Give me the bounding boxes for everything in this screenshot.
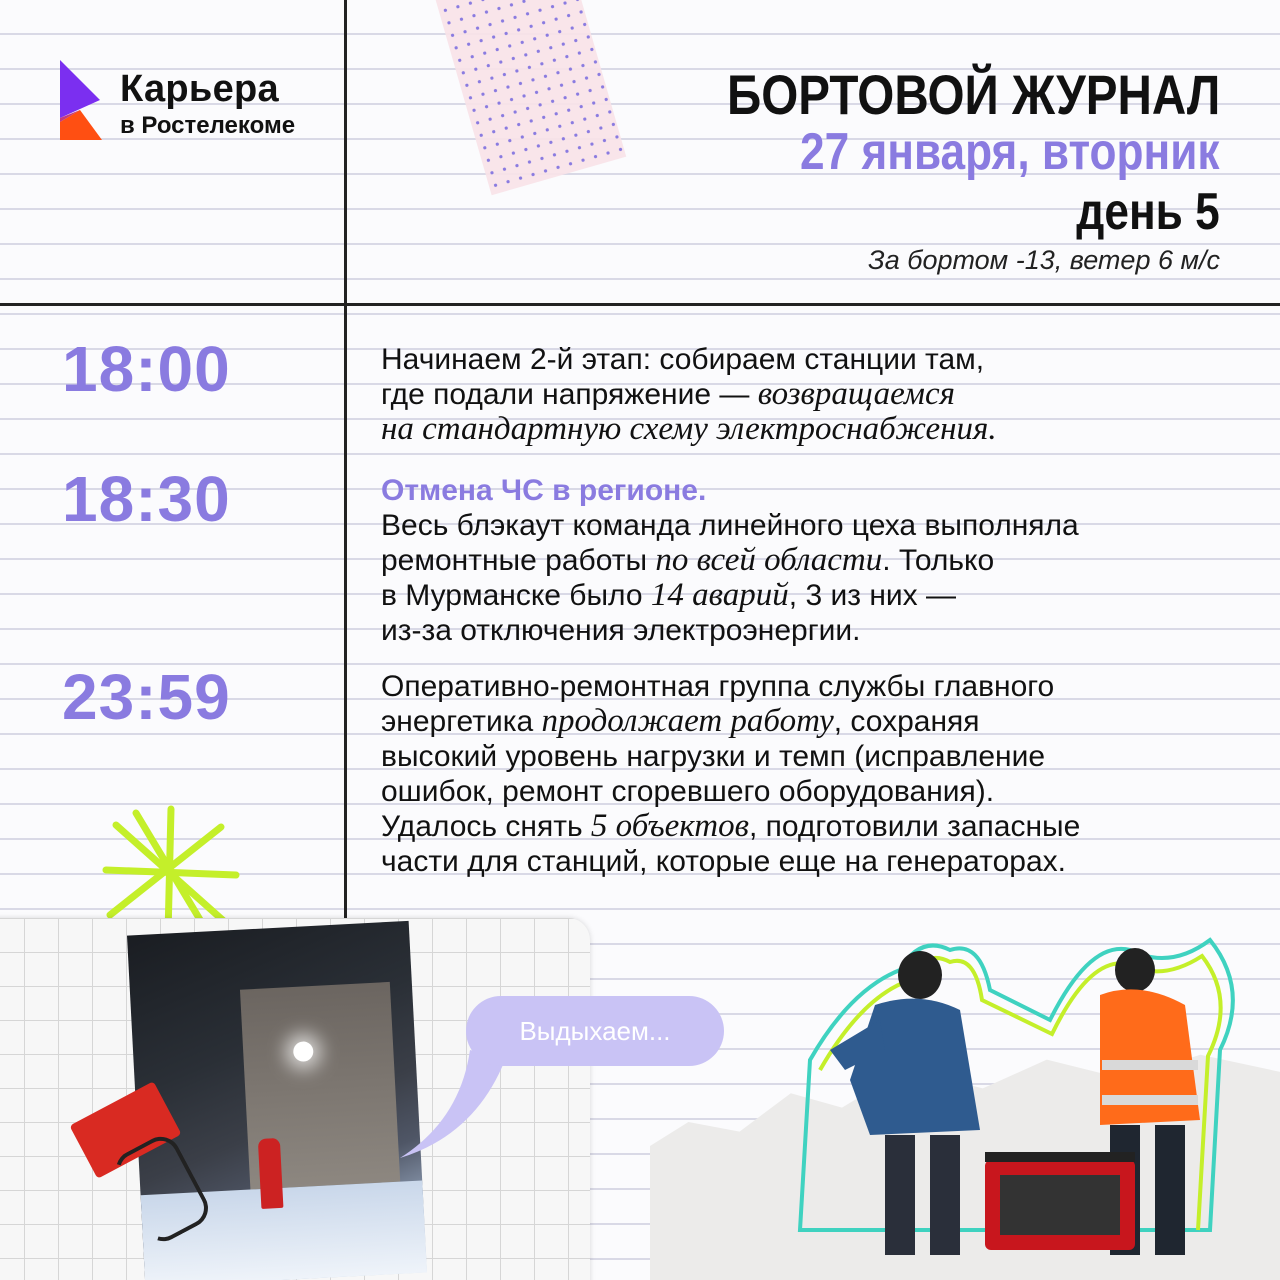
brand-line-1: Карьера: [120, 68, 279, 110]
entry-heading: Отмена ЧС в регионе.: [381, 474, 707, 507]
photo-worker: [258, 1138, 284, 1209]
entry-text: . Только: [882, 544, 995, 577]
log-entry: [381, 473, 1241, 648]
speech-bubble-text: Выдыхаем...: [519, 1015, 671, 1046]
entry-emphasis: 5 объектов: [590, 808, 749, 844]
entry-text: Весь блэкаут команда линейного цеха выполняла: [381, 509, 1079, 542]
weather-label: За бортом -13, ветер 6 м/с: [868, 245, 1220, 275]
entry-text: Начинаем 2-й этап: собираем станции там,: [381, 343, 985, 376]
log-entry: [381, 342, 1241, 447]
brand-line-2: в Ростелекоме: [120, 112, 296, 139]
entry-text: ремонтные работы: [381, 544, 656, 577]
entry-text: ошибок, ремонт сгоревшего оборудования).: [381, 775, 995, 808]
speech-bubble: [466, 996, 724, 1066]
entry-emphasis: возвращаемся: [757, 376, 955, 412]
log-entry: [381, 669, 1241, 879]
entry-emphasis: по всей области: [655, 542, 883, 578]
page-title: БОРТОВОЙ ЖУРНАЛ: [726, 63, 1220, 126]
entry-text: части для станций, которые еще на генераторах.: [381, 845, 1066, 878]
entry-text: где подали напряжение —: [381, 378, 758, 411]
time-label: 18:30: [62, 463, 231, 535]
entry-text: из-за отключения электроэнергии.: [381, 614, 861, 647]
entry-text: , подготовили запасные: [748, 810, 1081, 843]
entry-text: Удалось снять: [381, 810, 591, 843]
entry-text: в Мурманске было: [381, 579, 651, 612]
date-label: 27 января, вторник: [800, 123, 1220, 181]
entry-text: , 3 из них —: [788, 579, 956, 612]
entry-text: высокий уровень нагрузки и темп (исправление: [381, 740, 1046, 773]
rostelecom-logo-icon: [58, 60, 108, 140]
horizontal-divider: [0, 303, 1280, 306]
entry-emphasis: продолжает работу: [541, 703, 834, 739]
time-label: 18:00: [62, 333, 231, 405]
workers-with-generator-illustration: [790, 930, 1260, 1280]
time-label: 23:59: [62, 661, 231, 733]
day-label: день 5: [1076, 183, 1220, 241]
entry-emphasis: 14 аварий: [650, 577, 789, 613]
entry-text: Оперативно-ремонтная группа службы главного: [381, 670, 1055, 703]
entry-emphasis: на стандартную схему электроснабжения.: [381, 411, 997, 447]
brand-logo: [58, 60, 358, 150]
dotted-tape-decoration: [434, 0, 626, 195]
entry-text: энергетика: [381, 705, 542, 738]
entry-text: , сохраняя: [833, 705, 980, 738]
